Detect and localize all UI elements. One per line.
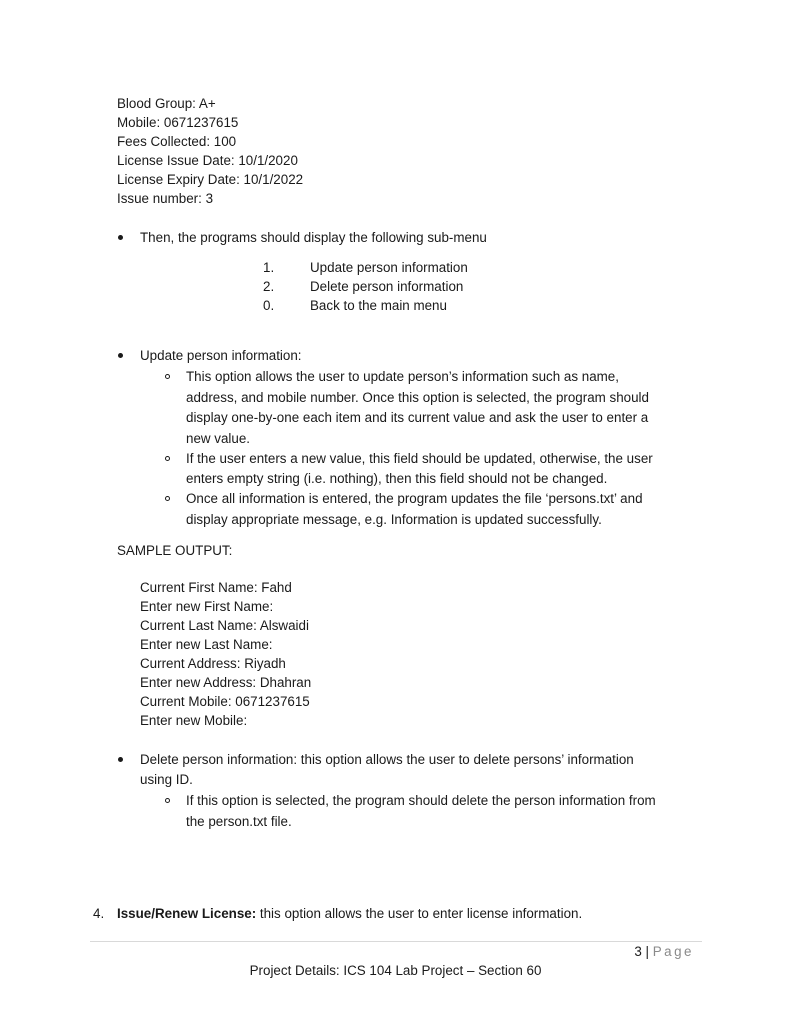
page-indicator: [634, 942, 694, 961]
update-heading: Update person information:: [140, 348, 302, 363]
update-sub3-line: display appropriate message, e.g. Information is updated successfully.: [186, 512, 602, 527]
item4-title: Issue/Renew License:: [117, 906, 257, 921]
footer-project: Project Details: ICS 104 Lab Project – Section 60: [249, 963, 542, 978]
sample-output-label: SAMPLE OUTPUT:: [117, 543, 233, 558]
page-word: Page: [652, 944, 694, 959]
item4-line: [117, 904, 582, 923]
update-sub3-line: Once all information is entered, the program updates the file ‘persons.txt’ and: [186, 491, 643, 506]
footer-divider: [90, 941, 702, 942]
submenu-item-back: Back to the main menu: [310, 298, 447, 313]
bullet-icon: [118, 353, 123, 358]
update-sub2-line: enters empty string (i.e. nothing), then this field should not be changed.: [186, 471, 608, 486]
delete-line: using ID.: [140, 772, 193, 787]
sample-output-line: Enter new Last Name:: [140, 637, 273, 652]
sub-bullet-icon: [165, 798, 170, 803]
update-sub2-line: If the user enters a new value, this field should be updated, otherwise, the user: [186, 451, 653, 466]
fees-line: Fees Collected: 100: [117, 134, 237, 149]
update-sub1-line: new value.: [186, 431, 251, 446]
page-separator: |: [645, 944, 649, 959]
expiry-date-line: License Expiry Date: 10/1/2022: [117, 172, 304, 187]
update-sub1-line: address, and mobile number. Once this option is selected, the program should: [186, 390, 649, 405]
submenu-number: 1.: [263, 260, 275, 275]
sample-output-line: Enter new Mobile:: [140, 713, 248, 728]
sub-bullet-icon: [165, 456, 170, 461]
issue-date-line: License Issue Date: 10/1/2020: [117, 153, 298, 168]
item4-text: this option allows the user to enter license information.: [256, 906, 583, 921]
bullet-icon: [118, 235, 123, 240]
blood-group-line: Blood Group: A+: [117, 96, 216, 111]
submenu-number: 0.: [263, 298, 275, 313]
submenu-item-update: Update person information: [310, 260, 468, 275]
mobile-line: Mobile: 0671237615: [117, 115, 239, 130]
sub-bullet-icon: [165, 374, 170, 379]
sample-output-line: Current Address: Riyadh: [140, 656, 286, 671]
delete-sub1-line: If this option is selected, the program should delete the person information from: [186, 793, 656, 808]
sample-output-line: Enter new First Name:: [140, 599, 274, 614]
item-number: 4.: [93, 906, 105, 921]
issue-number-line: Issue number: 3: [117, 191, 214, 206]
sub-bullet-icon: [165, 496, 170, 501]
page-number: 3: [634, 944, 642, 959]
sample-output-line: Enter new Address: Dhahran: [140, 675, 312, 690]
update-sub1-line: This option allows the user to update person’s information such as name,: [186, 369, 619, 384]
sample-output-line: Current First Name: Fahd: [140, 580, 292, 595]
sample-output-line: Current Last Name: Alswaidi: [140, 618, 309, 633]
update-sub1-line: display one-by-one each item and its current value and ask the user to enter a: [186, 410, 649, 425]
submenu-number: 2.: [263, 279, 275, 294]
sample-output-line: Current Mobile: 0671237615: [140, 694, 310, 709]
delete-line: Delete person information: this option allows the user to delete persons’ information: [140, 752, 634, 767]
submenu-intro: Then, the programs should display the following sub-menu: [140, 230, 487, 245]
bullet-icon: [118, 757, 123, 762]
submenu-item-delete: Delete person information: [310, 279, 464, 294]
delete-sub1-line: the person.txt file.: [186, 814, 292, 829]
